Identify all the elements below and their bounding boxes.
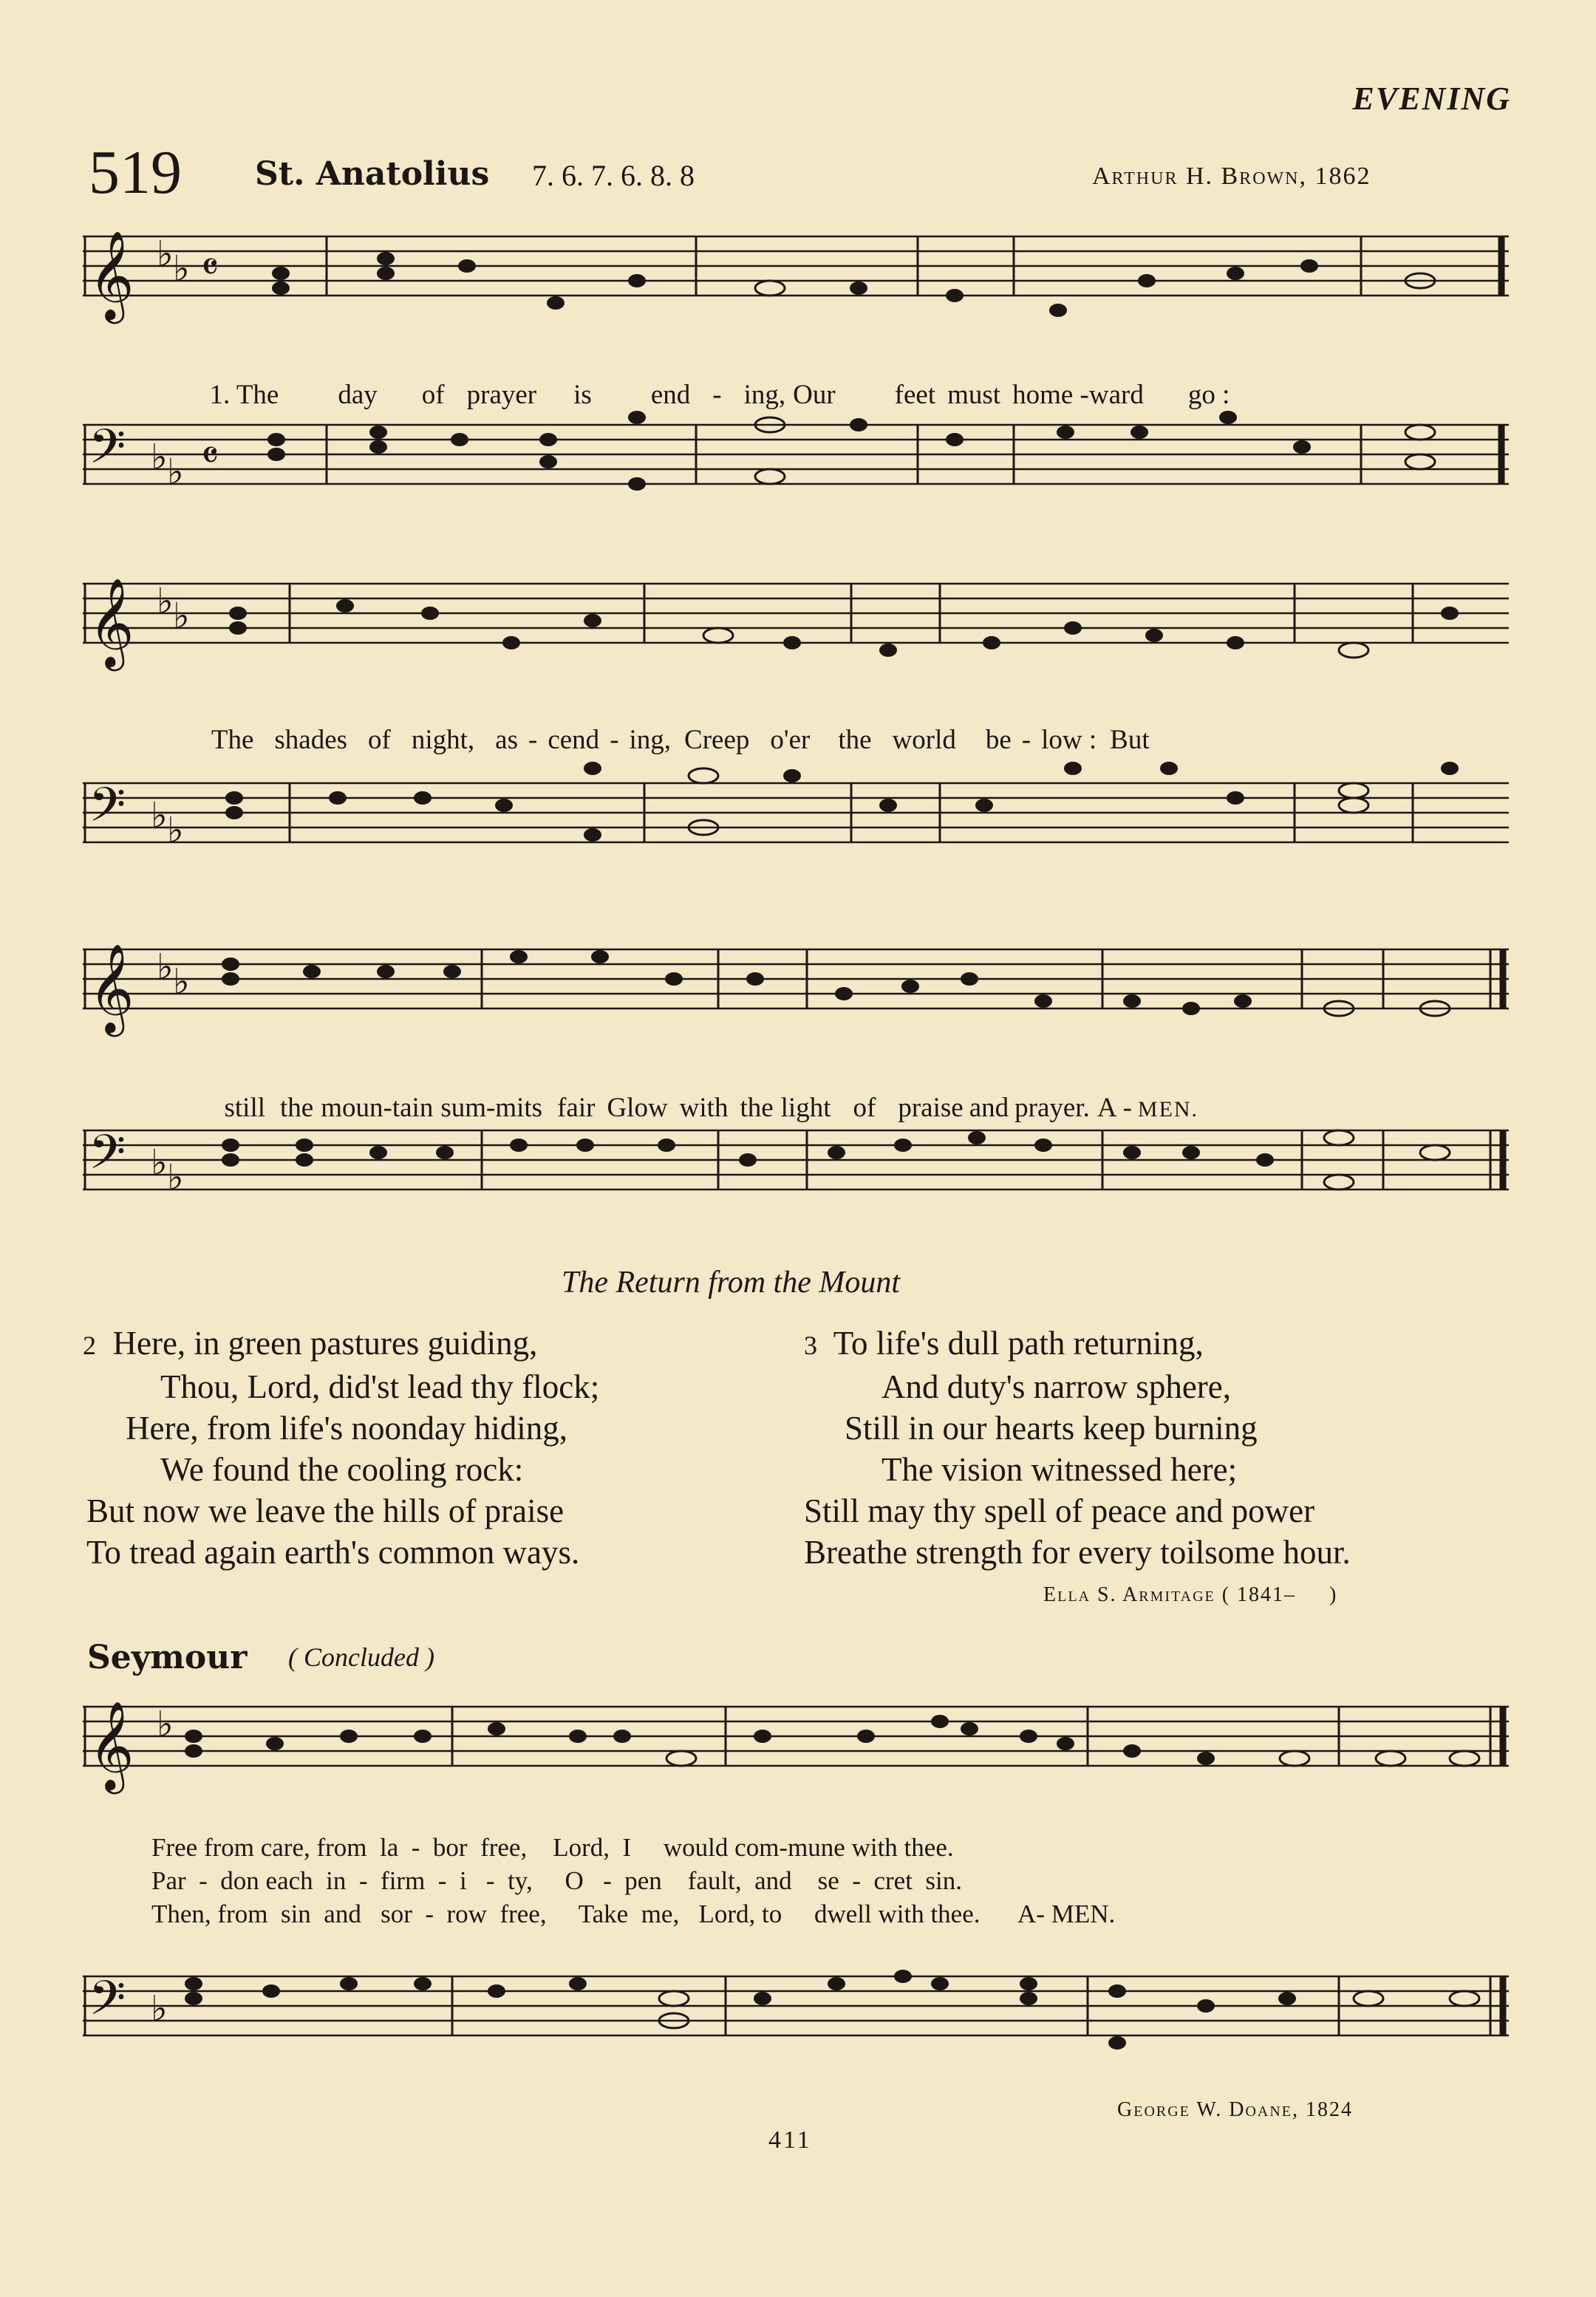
lyric-syllable: the [838,725,872,755]
stanza-line: But now we leave the hills of praise [86,1492,565,1529]
meter: 7. 6. 7. 6. 8. 8 [532,159,695,192]
lyric-syllable: o'er [770,725,811,755]
stanza-line: To life's dull path returning, [833,1325,1204,1362]
lyric-syllable: and [969,1093,1009,1123]
treble-staff-3 [83,935,1509,1038]
section-header: EVENING [1352,81,1511,117]
lyric-syllable: still [224,1093,266,1123]
stanza-line: And duty's narrow sphere, [881,1368,1232,1405]
lyric-syllable: shades [274,725,348,755]
svg-text:♭: ♭ [173,595,190,637]
lyric-syllable: with [679,1093,729,1123]
lyric-syllable: sum-mits [440,1093,543,1123]
lyric-syllable: - [528,725,538,755]
lyric-syllable: - [712,380,722,410]
lyric-syllable: light [780,1093,831,1123]
lyric-syllable: - [610,725,619,755]
caption: The Return from the Mount [562,1266,901,1300]
stanza-line: Thou, Lord, did'st lead thy flock; [160,1368,600,1405]
lyric-syllable: go : [1187,380,1230,410]
svg-text:𝄞: 𝄞 [89,577,134,667]
svg-text:♭: ♭ [151,795,168,836]
stanza-line: We found the cooling rock: [160,1451,524,1488]
lyric-syllable: 1. The [209,380,279,410]
bass-staff-1 [83,410,1509,513]
svg-text:♭: ♭ [167,451,184,493]
stanza-number: 3 [804,1331,817,1360]
lyric-syllable: But [1110,725,1150,755]
treble-staff-4 [83,1692,1509,1795]
lyric-syllable: Our [793,380,836,410]
stanza-2 [83,1322,599,1573]
stanza-line: The vision witnessed here; [881,1451,1238,1488]
stanza-number: 2 [83,1331,96,1360]
tune2-author: George W. Doane, 1824 [1117,2098,1353,2121]
lyric-syllable: must [947,380,1001,410]
svg-text:𝄞: 𝄞 [89,1700,134,1790]
treble-clef-icon: 𝄞 [89,230,134,320]
lyric-syllable: the [740,1093,774,1123]
lyric-syllable: home -ward [1012,380,1144,410]
stanza-line: Breathe strength for every toilsome hour. [804,1534,1351,1571]
lyric-syllable: A [1097,1093,1117,1123]
treble-staff-1 [83,222,1509,325]
lyric-syllable: be [985,725,1012,755]
bass-clef-icon: 𝄢 [89,420,126,486]
lyric-syllable: of [853,1093,876,1123]
svg-text:♭: ♭ [157,233,174,275]
lyric-syllable: ing, [629,725,672,755]
lyric-syllable: as [495,725,518,755]
lyric-syllable: moun-tain [321,1093,434,1123]
lyric-line-3 [211,1060,1198,1124]
tune2-lyric-line: Par - don each in - firm - i - ty, O - pen fault, and se - cret sin. [151,1866,963,1895]
lyric-syllable: the [280,1093,314,1123]
stanza-line: Here, in green pastures guiding, [112,1325,538,1362]
lyric-syllable: The [211,725,254,755]
lyric-syllable: Creep [684,725,750,755]
svg-text:♭: ♭ [173,961,190,1003]
lyric-syllable: fair [557,1093,596,1123]
page-number: 411 [768,2126,812,2154]
lyric-syllable: ing, [743,380,786,410]
lyric-syllable: night, [411,725,475,755]
tune2-name: Seymour [87,1639,248,1676]
hymn-number: 519 [89,138,182,207]
lyric-syllable: feet [894,380,936,410]
stanza-line: Still in our hearts keep burning [845,1410,1258,1447]
svg-text:♭: ♭ [157,581,174,622]
stanza-line: Here, from life's noonday hiding, [126,1410,567,1447]
lyric-line-1 [196,347,1230,411]
lyric-syllable: cend [548,725,600,755]
svg-text:♭: ♭ [151,1988,168,2030]
stanza-line: To tread again earth's common ways. [86,1534,580,1571]
svg-text:♭: ♭ [173,248,190,290]
svg-text:♭: ♭ [157,1704,174,1745]
composer: Arthur H. Brown, 1862 [1092,163,1371,190]
svg-text:𝄞: 𝄞 [89,943,134,1033]
svg-text:𝄢: 𝄢 [89,1125,126,1192]
lyric-syllable: day [338,380,378,410]
lyric-syllable: low : [1041,725,1097,755]
lyric-syllable: end [650,380,691,410]
lyric-syllable: of [368,725,391,755]
lyric-syllable: - [1021,725,1031,755]
lyric-syllable: of [421,380,445,410]
lyric-syllable: Glow [607,1093,668,1123]
svg-text:𝄢: 𝄢 [89,1971,126,2038]
svg-text:♭: ♭ [151,437,168,478]
lyric-syllable: is [573,380,592,410]
lyric-syllable: prayer [466,380,537,410]
bass-staff-4 [83,1962,1509,2065]
lyric-syllable: world [892,725,956,755]
svg-text:𝄢: 𝄢 [89,778,126,844]
lyric-syllable: MEN. [1137,1097,1199,1122]
tune2-note: ( Concluded ) [288,1642,434,1672]
svg-text:𝄴: 𝄴 [201,432,219,479]
stanza-3 [804,1322,1351,1573]
lyric-syllable: praise [898,1093,964,1123]
tune2-lyrics [151,1831,1115,1931]
svg-text:♭: ♭ [157,946,174,988]
stanza-author: Ella S. Armitage ( 1841– ) [1043,1583,1338,1606]
svg-text:𝄴: 𝄴 [201,244,219,290]
bass-staff-3 [83,1116,1509,1219]
svg-text:♭: ♭ [151,1142,168,1184]
svg-text:♭: ♭ [167,810,184,851]
tune2-lyric-line: Then, from sin and sor - row free, Take me, Lord, to dwell with thee. A- MEN. [151,1900,1116,1928]
lyric-syllable: - [1122,1093,1132,1123]
tune-name: St. Anatolius [255,155,490,193]
stanza-line: Still may thy spell of peace and power [804,1492,1315,1529]
lyric-syllable: prayer. [1014,1093,1090,1123]
svg-text:♭: ♭ [167,1157,184,1198]
tune2-lyric-line: Free from care, from la - bor free, Lord, I would com-mune with thee. [151,1833,954,1862]
bass-staff-2 [83,768,1509,872]
lyric-line-2 [198,692,1150,756]
treble-staff-2 [83,569,1509,672]
